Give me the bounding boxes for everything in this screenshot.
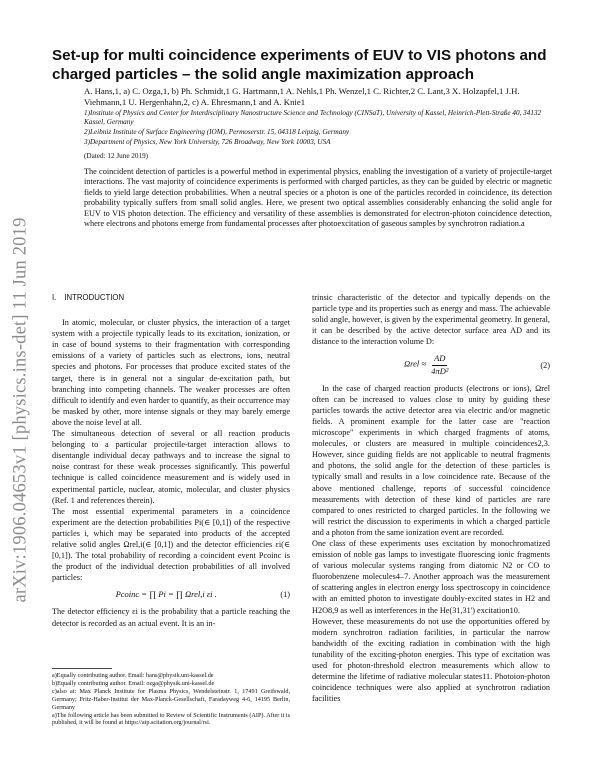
equation-1 — [52, 589, 290, 600]
left-column — [52, 292, 290, 629]
section-title: INTRODUCTION — [64, 293, 125, 302]
footnote-a: a)Equally contributing author. Email: hans@physik.uni-kassel.de — [52, 672, 214, 679]
paper-title: Set-up for multi coincidence experiments of EUV to VIS photons and charged particles – the solid angle maximization approach — [52, 47, 547, 83]
intro-paragraph-7: One class of these experiments uses excitation by monochromatized emission of noble gas lamps to investigate fluorescing ionic fragments of various molecular systems ranging from diatomic N2 or CO to fluorobenzene molecules4–7. Another approach was the measurement of scattering angles in electron energy loss spectroscopy in coincidence with an emitted photon to investigate doubly-excited states in H2 and H2O8,9 as well as interferences in the He(31,31') excitation10. — [312, 538, 550, 615]
footnote-submission: a)The following article has been submitted to Review of Scientific Instruments (AIP). After it is published, it will be found at https://aip.scitation.org/journal/rsi. — [52, 711, 290, 727]
arxiv-id: arXiv:1906.04653v1 [physics.ins-det] 11 Jun 2019 — [10, 217, 31, 603]
intro-paragraph-1: In atomic, molecular, or cluster physics, the interaction of a target system with a projectile typically leads to its excitation, ionization, or in case of bound systems to their fragmentation with corresponding emissions of a variety of particles such as electrons, ions, neutral species and photons. For processes that produce excited states of the target, there is in general not a singular de-excitation path, but branching into competing channels. The weaker processes are often difficult to identify and even harder to quantify, as their occurrence may be masked by other, more intense signals or they may barely emerge above the noise level at all. — [52, 318, 290, 427]
equation-1-number: (1) — [280, 590, 290, 600]
section-heading — [52, 292, 290, 303]
right-column — [312, 292, 550, 704]
footnotes — [52, 668, 290, 727]
intro-paragraph-2: The simultaneous detection of several or all reaction products belonging to a particular projectile-target interaction allows to disentangle individual decay pathways and to increase the signal to noise contrast for these weak processes significantly. This powerful technique is called coincidence measurement and is widely used in experimental particle, nuclear, atomic, molecular, and cluster physics (Ref. 1 and references therein). — [52, 429, 290, 505]
equation-2-denominator: 4πD² — [431, 365, 449, 376]
equation-2-numerator: AD — [432, 353, 447, 365]
affiliations — [84, 109, 554, 148]
intro-paragraph-4: The detector efficiency εi is the probability that a particle reaching the detector is recorded as an actual event. It is an in- — [52, 607, 290, 628]
author-list: A. Hans,1, a) C. Ozga,1, b) Ph. Schmidt,1 G. Hartmann,1 A. Nehls,1 Ph. Wenzel,1 C. Richter,2 C. Lant,3 X. Holzapfel,1 J.H. Viehmann,1 U. Hergenhahn,2, c) A. Ehresmann,1 and A. Knie1 — [84, 86, 520, 107]
abstract: The coincident detection of particles is a powerful method in experimental physics, enabling the investigation of a variety of projectile-target interactions. The vast majority of coincidence experiments is performed with charged particles, as they can be guided by electric or magnetic fields to yield large detection probabilities. When a neutral species or a photon is one of the particles recorded in coincidence, its detection probability typically suffers from small solid angles. Here, we present two optical assemblies considerably enhancing the solid angle for EUV to VIS photon detection. The efficiency and versatility of these assemblies is demonstrated for electron-photon coincidence detection, where electrons and photons emerge from fundamental processes after photoexcitation of gaseous samples by synchrotron radiation.a — [84, 167, 552, 229]
equation-1-body: Pcoinc = ∏ Pi = ∏ Ωrel,i εi . — [115, 589, 217, 600]
equation-2-body — [312, 353, 540, 376]
affiliation-2: 2)Leibniz Institute of Surface Engineering (IOM), Permoserstr. 15, 04318 Leipzig, Germany — [84, 128, 350, 137]
affiliation-3: 3)Department of Physics, New York University, 726 Broadway, New York 10003, USA — [84, 137, 331, 146]
intro-paragraph-6: In the case of charged reaction products (electrons or ions), Ωrel often can be increased to values close to unity by guiding these particles towards the active detector area via electric and/or magnetic fields. A prominent example for the latter case are "reaction microscope" experiments in which charged fragments of atoms, molecules, or clusters are measured in multiple coincidences2,3. However, since guiding fields are not applicable to neutral fragments and photons, the solid angle for the detection of these particles is typically small and results in a low coincidence rate. Because of the above mentioned challenge, reports of successful coincidence measurements with detection of these kind of particles are rare compared to ones restricted to charged particles. In the following we will restrict the discussion to experiments in which a charged particle and a photon from the same ionization event are recorded. — [312, 383, 550, 537]
footnote-c: c)also at: Max Planck Institute for Plasma Physics, Wendelsteinstr. 1, 17491 Greifswald, Germany; Fritz-Haber-Institut der Max-Planck-Gesellschaft, Faradayweg 4-6, 14195 Berlin, Germany — [52, 687, 290, 711]
affiliation-1: 1)Institute of Physics and Center for Interdisciplinary Nanostructure Science and Technology (CINSaT), University of Kassel, Heinrich-Plett-Straße 40, 34132 Kassel, Germany — [84, 109, 542, 127]
intro-paragraph-5: trinsic characteristic of the detector and typically depends on the particle type and its properties such as energy and mass. The achievable solid angle, however, is given by the experimental geometry. In general, it can be described by the active detector surface area AD and its distance to the interaction volume D: — [312, 293, 550, 347]
paper-date: (Dated: 12 June 2019) — [84, 152, 149, 160]
equation-2-lhs: Ωrel ≈ — [403, 359, 427, 370]
footnote-b: b)Equally contributing author. Email: ozga@physik.uni-kassel.de — [52, 679, 215, 687]
intro-paragraph-3: The most essential experimental parameters in a coincidence experiment are the detection probabilities Pi(∈ [0,1]) of the respective particles i, which may be separated into products of the accepted relative solid angles Ωrel,i(∈ [0,1]) and the detector efficiencies εi(∈ [0,1]). The total probability of recording a coincident event Pcoinc is the product of the individual detection probabilities of all involved particles: — [52, 506, 290, 583]
equation-2-number: (2) — [540, 360, 550, 370]
footnote-rule — [52, 668, 112, 669]
equation-2 — [312, 353, 550, 376]
section-number: I. — [52, 293, 57, 302]
arxiv-sidebar-stamp — [10, 130, 32, 690]
intro-paragraph-8: However, these measurements do not use the opportunities offered by modern synchrotron radiation facilities, in particular the narrow bandwidth of the exciting radiation in combination with the high tunability of the exciting-photon energies. This type of excitation was used for photon-threshold electron measurements which allow to determine the lifetime of radiative molecular states11. Photoion-photon coincidence techniques were also applied at synchrotron radiation facilities — [312, 616, 550, 704]
